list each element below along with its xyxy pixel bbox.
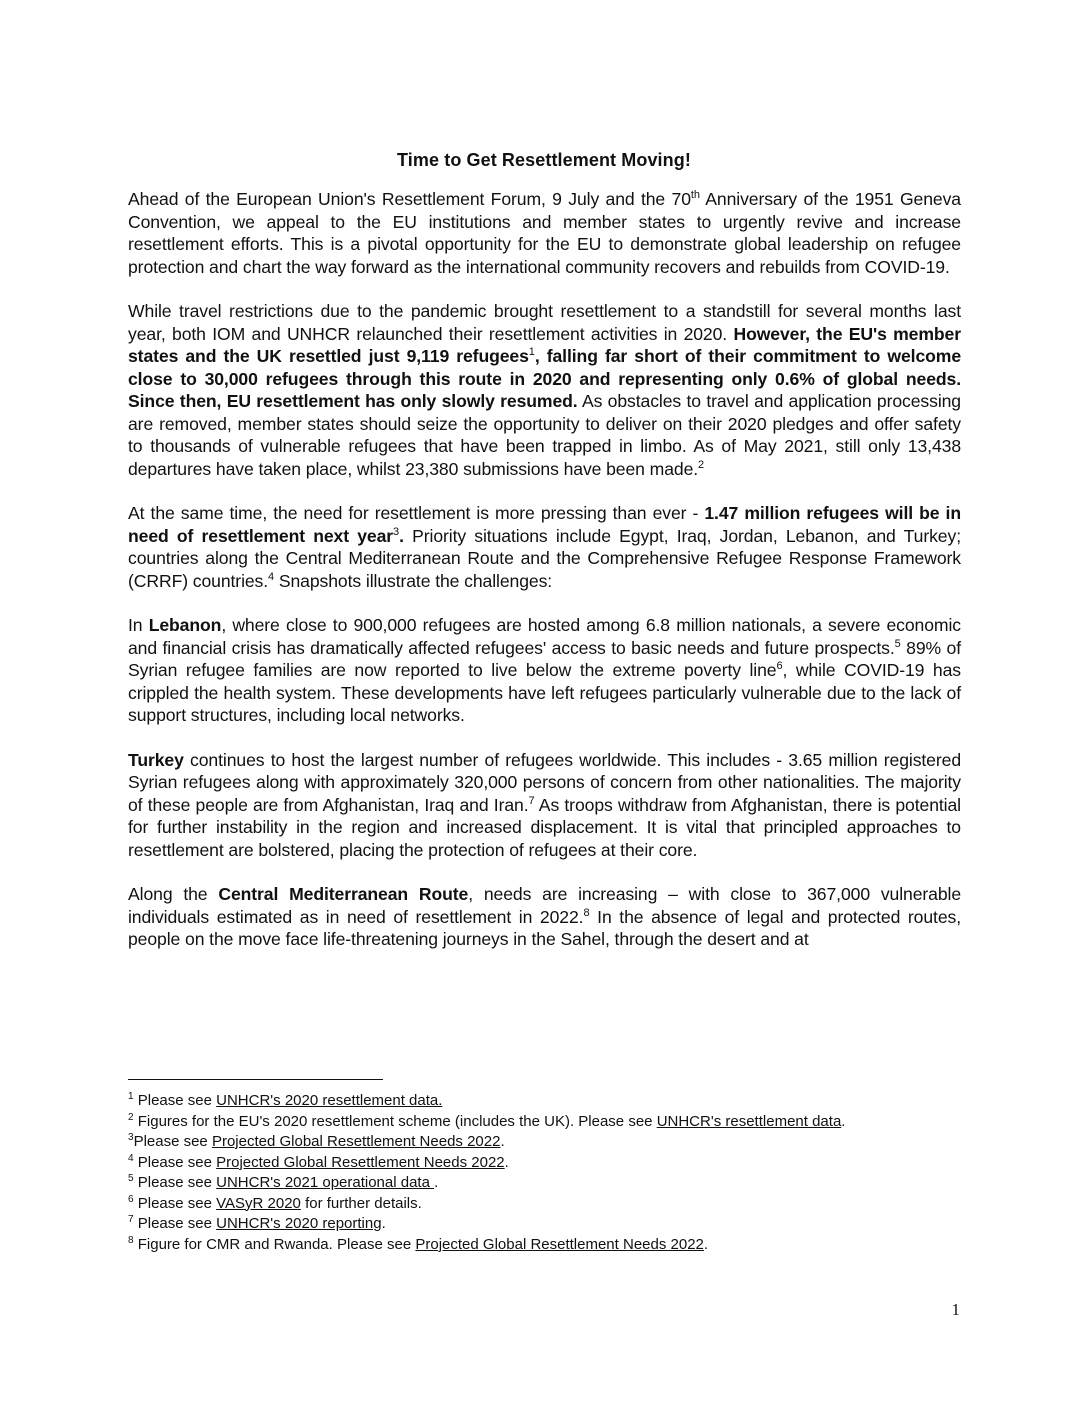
footnote-link[interactable]: UNHCR's 2021 operational data	[216, 1174, 435, 1191]
paragraph-resettlement-need: At the same time, the need for resettlement is more pressing than ever - 1.47 million refugees will be in need of resettlement next year$^3$. Priority situations include Egypt, Iraq, Jordan, Lebanon, and Turkey; countries along the Central Mediterranean Route and the Comprehensive Refugee Response Framework (CRRF) countries.$^4$ Snapshots illustrate the challenges:	[128, 503, 961, 591]
footnote-link[interactable]: UNHCR's 2020 resettlement data.	[216, 1092, 443, 1109]
footnotes	[128, 1091, 948, 1255]
document-title: Time to Get Resettlement Moving!	[397, 150, 691, 170]
paragraph-central-mediterranean: Along the Central Mediterranean Route, needs are increasing – with close to 367,000 vulnerable individuals estimated as in need of resettlement in 2022.$^8$ In the absence of legal and protected routes, people on the move face life-threatening journeys in the Sahel, through the desert and at	[128, 884, 962, 949]
footnote-6: $^6$ Please see VASyR 2020 for further details.	[128, 1193, 422, 1212]
paragraph-turkey: Turkey continues to host the largest number of refugees worldwide. This includes - 3.65 million registered Syrian refugees along with approximately 320,000 persons of concern from other nationalities. The majority of these people are from Afghanistan, Iraq and Iran.$^7$ As troops withdraw from Afghanistan, there is potential for further instability in the region and increased displacement. It is vital that principled approaches to resettlement are bolstered, placing the protection of refugees at their core.	[128, 749, 961, 860]
paragraph-intro: Ahead of the European Union's Resettlement Forum, 9 July and the 70th Anniversary of the 1951 Geneva Convention, we appeal to the EU institutions and member states to urgently revive and increase resettlement efforts. This is a pivotal opportunity for the EU to demonstrate global leadership on refugee protection and chart the way forward as the international community recovers and rebuilds from COVID-19.	[128, 189, 961, 277]
footnote-link[interactable]: Projected Global Resettlement Needs 2022	[211, 1133, 501, 1150]
page-number: 1	[951, 1300, 960, 1319]
footnote-ref-7[interactable]: 7	[528, 794, 535, 807]
footnote-ref-5[interactable]: 5	[894, 637, 901, 650]
footnote-4: $^4$ Please see Projected Global Resettlement Needs 2022.	[128, 1152, 509, 1171]
footnote-ref-2[interactable]: 2	[698, 458, 705, 471]
footnote-8: $^8$ Figure for CMR and Rwanda. Please see Projected Global Resettlement Needs 2022.	[128, 1234, 709, 1253]
footnote-ref-8[interactable]: 8	[583, 906, 590, 919]
footnote-ref-1[interactable]: 1	[528, 346, 535, 359]
paragraph-lebanon: In Lebanon, where close to 900,000 refugees are hosted among 6.8 million nationals, a severe economic and financial crisis has dramatically affected refugees' access to basic needs and future prospects.$^5$ 89% of Syrian refugee families are now reported to live below the extreme poverty line$^6$, while COVID-19 has crippled the health system. These developments have left refugees particularly vulnerable due to the lack of support structures, including local networks.	[128, 615, 961, 725]
document-body	[128, 188, 961, 951]
footnote-1: $^1$ Please see UNHCR's 2020 resettlement data.	[128, 1091, 443, 1109]
footnote-link[interactable]: UNHCR's 2020 reporting	[216, 1215, 382, 1232]
footnote-3: $^3$Please see Projected Global Resettlement Needs 2022.	[128, 1132, 505, 1150]
footnote-link[interactable]: UNHCR's resettlement data	[656, 1112, 842, 1130]
footnote-5: $^5$ Please see UNHCR's 2021 operational data .	[128, 1173, 439, 1191]
footnote-7: $^7$ Please see UNHCR's 2020 reporting.	[128, 1214, 386, 1232]
footnote-separator	[128, 1079, 383, 1080]
footnote-ref-3[interactable]: 3	[393, 525, 400, 538]
footnote-ref-4[interactable]: 4	[268, 570, 275, 583]
footnote-link[interactable]: Projected Global Resettlement Needs 2022	[216, 1153, 505, 1171]
footnote-2: $^2$ Figures for the EU's 2020 resettlement scheme (includes the UK). Please see UNHCR's resettlement data.	[128, 1111, 846, 1130]
footnote-link[interactable]: VASyR 2020	[216, 1194, 301, 1212]
footnote-ref-6[interactable]: 6	[776, 660, 783, 673]
footnote-link[interactable]: Projected Global Resettlement Needs 2022	[415, 1235, 704, 1253]
paragraph-travel-restrictions: While travel restrictions due to the pandemic brought resettlement to a standstill for several months last year, both IOM and UNHCR relaunched their resettlement activities in 2020. However, the EU's member states and the UK resettled just 9,119 refugees$^1$, falling far short of their commitment to welcome close to 30,000 refugees through this route in 2020 and representing only 0.6% of global needs. Since then, EU resettlement has only slowly resumed. As obstacles to travel and application processing are removed, member states should seize the opportunity to deliver on their 2020 pledges and offer safety to thousands of vulnerable refugees that have been trapped in limbo. As of May 2021, still only 13,438 departures have taken place, whilst 23,380 submissions have been made.$^2$	[128, 301, 962, 479]
